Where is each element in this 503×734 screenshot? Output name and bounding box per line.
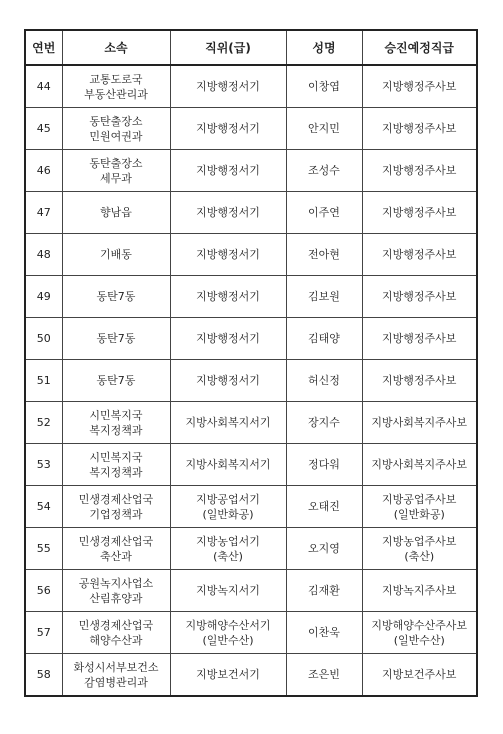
cell-target-rank-line: (축산) (404, 549, 435, 563)
cell-position (170, 108, 286, 150)
cell-position (170, 150, 286, 192)
cell-position (170, 276, 286, 318)
cell-position-line: 지방행정서기 (196, 290, 260, 303)
cell-target-rank (362, 402, 477, 444)
table-row (25, 65, 477, 108)
header-no: 연번 (25, 30, 62, 65)
cell-target-rank (362, 486, 477, 528)
cell-name: 김재환 (286, 570, 362, 612)
table-row (25, 318, 477, 360)
cell-no: 54 (25, 486, 62, 528)
cell-dept (62, 150, 170, 192)
cell-dept (62, 444, 170, 486)
cell-dept-line: 기업정책과 (89, 507, 143, 521)
cell-dept-line: 동탄7동 (96, 332, 136, 345)
cell-no: 57 (25, 612, 62, 654)
cell-dept-line: 교통도로국 (89, 72, 143, 86)
cell-name: 이창엽 (286, 65, 362, 108)
cell-position-line: 지방행정서기 (196, 80, 260, 93)
cell-target-rank-line: 지방녹지주사보 (382, 584, 457, 597)
cell-position-line: (일반화공) (202, 507, 254, 521)
table-row (25, 528, 477, 570)
cell-target-rank-line: 지방행정주사보 (382, 332, 457, 345)
cell-target-rank (362, 570, 477, 612)
cell-dept (62, 528, 170, 570)
cell-dept-line: 민생경제산업국 (78, 492, 154, 506)
cell-position (170, 65, 286, 108)
cell-dept-line: 세무과 (100, 171, 132, 185)
cell-name: 조은빈 (286, 654, 362, 697)
cell-dept-line: 동탄7동 (96, 290, 136, 303)
cell-target-rank-line: 지방사회복지주사보 (371, 458, 468, 471)
cell-position-line: 지방공업서기 (196, 492, 260, 506)
cell-no: 55 (25, 528, 62, 570)
cell-position (170, 528, 286, 570)
cell-no: 48 (25, 234, 62, 276)
header-row (25, 30, 477, 65)
cell-position (170, 402, 286, 444)
cell-dept-line: 축산과 (100, 549, 132, 563)
cell-name: 이찬욱 (286, 612, 362, 654)
cell-name: 김태양 (286, 318, 362, 360)
cell-position-line: 지방행정서기 (196, 332, 260, 345)
cell-no: 56 (25, 570, 62, 612)
cell-position (170, 318, 286, 360)
table-row (25, 108, 477, 150)
cell-target-rank-line: 지방농업주사보 (382, 534, 457, 548)
cell-dept (62, 276, 170, 318)
cell-position-line: 지방행정서기 (196, 248, 260, 261)
cell-target-rank-line: (일반화공) (393, 507, 445, 521)
cell-target-rank (362, 444, 477, 486)
cell-target-rank-line: (일반수산) (393, 633, 445, 647)
cell-name: 이주연 (286, 192, 362, 234)
cell-dept (62, 192, 170, 234)
cell-position (170, 444, 286, 486)
table-row (25, 654, 477, 697)
table-header (25, 30, 477, 65)
cell-target-rank-line: 지방행정주사보 (382, 164, 457, 177)
cell-target-rank-line: 지방행정주사보 (382, 290, 457, 303)
cell-dept (62, 486, 170, 528)
cell-position (170, 486, 286, 528)
cell-dept (62, 402, 170, 444)
table-row (25, 570, 477, 612)
cell-target-rank (362, 276, 477, 318)
table-row (25, 444, 477, 486)
cell-position-line: 지방해양수산서기 (185, 618, 271, 632)
cell-position (170, 570, 286, 612)
cell-name: 안지민 (286, 108, 362, 150)
cell-position-line: 지방농업서기 (196, 534, 260, 548)
cell-position-line: 지방보건서기 (196, 668, 260, 681)
cell-dept-line: 동탄출장소 (89, 156, 143, 170)
cell-position-line: 지방행정서기 (196, 374, 260, 387)
cell-dept-line: 화성시서부보건소 (73, 660, 159, 674)
cell-dept-line: 복지정책과 (89, 465, 143, 479)
cell-position-line: 지방행정서기 (196, 206, 260, 219)
cell-dept-line: 민원여권과 (89, 129, 143, 143)
cell-no: 49 (25, 276, 62, 318)
cell-no: 46 (25, 150, 62, 192)
cell-name: 김보원 (286, 276, 362, 318)
cell-position (170, 234, 286, 276)
promotion-table (24, 29, 478, 697)
cell-name: 장지수 (286, 402, 362, 444)
cell-position-line: 지방녹지서기 (196, 584, 260, 597)
cell-dept-line: 동탄출장소 (89, 114, 143, 128)
cell-dept-line: 동탄7동 (96, 374, 136, 387)
cell-name: 오지영 (286, 528, 362, 570)
cell-target-rank (362, 528, 477, 570)
cell-dept-line: 산림휴양과 (89, 591, 143, 605)
cell-dept-line: 공원녹지사업소 (78, 576, 154, 590)
cell-name: 전아현 (286, 234, 362, 276)
cell-target-rank (362, 318, 477, 360)
cell-name: 정다워 (286, 444, 362, 486)
header-position: 직위(급) (170, 30, 286, 65)
cell-no: 45 (25, 108, 62, 150)
cell-dept (62, 360, 170, 402)
cell-dept (62, 65, 170, 108)
cell-target-rank (362, 150, 477, 192)
cell-target-rank-line: 지방행정주사보 (382, 248, 457, 261)
cell-dept (62, 318, 170, 360)
cell-target-rank (362, 108, 477, 150)
header-target-rank: 승진예정직급 (362, 30, 477, 65)
cell-target-rank-line: 지방공업주사보 (382, 492, 457, 506)
table-row (25, 360, 477, 402)
cell-target-rank (362, 234, 477, 276)
cell-target-rank-line: 지방행정주사보 (382, 374, 457, 387)
cell-dept-line: 향남읍 (100, 206, 132, 219)
cell-dept-line: 시민복지국 (89, 408, 143, 422)
cell-target-rank-line: 지방행정주사보 (382, 206, 457, 219)
cell-dept (62, 108, 170, 150)
cell-no: 51 (25, 360, 62, 402)
cell-position-line: (일반수산) (202, 633, 254, 647)
cell-position-line: (축산) (213, 549, 243, 563)
cell-position-line: 지방사회복지서기 (185, 416, 271, 429)
cell-target-rank (362, 654, 477, 697)
cell-target-rank (362, 65, 477, 108)
table-row (25, 612, 477, 654)
cell-target-rank-line: 지방행정주사보 (382, 80, 457, 93)
cell-dept-line: 부동산관리과 (84, 87, 148, 101)
cell-dept-line: 기배동 (100, 248, 132, 261)
cell-position-line: 지방사회복지서기 (185, 458, 271, 471)
cell-dept (62, 234, 170, 276)
cell-dept-line: 민생경제산업국 (78, 618, 154, 632)
header-name: 성명 (286, 30, 362, 65)
table-body (25, 65, 477, 696)
cell-no: 53 (25, 444, 62, 486)
cell-no: 44 (25, 65, 62, 108)
cell-target-rank-line: 지방사회복지주사보 (371, 416, 468, 429)
table-row (25, 402, 477, 444)
cell-dept-line: 복지정책과 (89, 423, 143, 437)
cell-no: 50 (25, 318, 62, 360)
cell-no: 47 (25, 192, 62, 234)
cell-position (170, 612, 286, 654)
cell-target-rank (362, 612, 477, 654)
cell-position (170, 360, 286, 402)
cell-name: 허신정 (286, 360, 362, 402)
cell-no: 52 (25, 402, 62, 444)
cell-target-rank-line: 지방보건주사보 (382, 668, 457, 681)
cell-dept (62, 654, 170, 697)
table-row (25, 234, 477, 276)
cell-name: 조성수 (286, 150, 362, 192)
cell-dept-line: 시민복지국 (89, 450, 143, 464)
cell-target-rank (362, 192, 477, 234)
cell-dept-line: 해양수산과 (89, 633, 143, 647)
cell-target-rank-line: 지방해양수산주사보 (371, 618, 468, 632)
cell-position (170, 192, 286, 234)
cell-position-line: 지방행정서기 (196, 164, 260, 177)
table-row (25, 486, 477, 528)
cell-name: 오태진 (286, 486, 362, 528)
header-dept: 소속 (62, 30, 170, 65)
cell-position-line: 지방행정서기 (196, 122, 260, 135)
cell-position (170, 654, 286, 697)
cell-target-rank-line: 지방행정주사보 (382, 122, 457, 135)
table-row (25, 192, 477, 234)
cell-dept-line: 감염병관리과 (84, 675, 148, 689)
cell-no: 58 (25, 654, 62, 697)
cell-dept (62, 570, 170, 612)
cell-target-rank (362, 360, 477, 402)
table-row (25, 276, 477, 318)
cell-dept (62, 612, 170, 654)
cell-dept-line: 민생경제산업국 (78, 534, 154, 548)
table-row (25, 150, 477, 192)
